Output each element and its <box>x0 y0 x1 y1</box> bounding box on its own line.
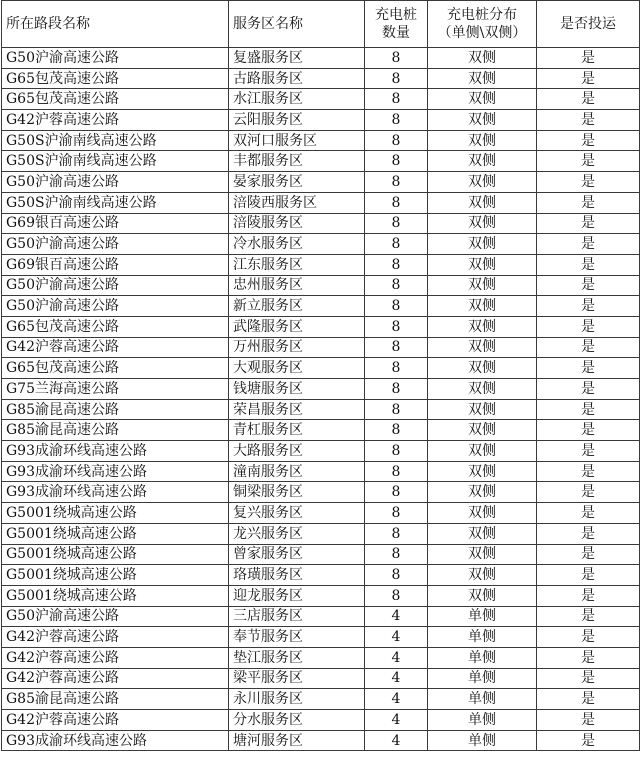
table-row <box>2 647 640 668</box>
header-charger-distribution <box>428 1 537 48</box>
route-name-cell: G42沪蓉高速公路 <box>2 710 229 731</box>
service-area-cell: 荣昌服务区 <box>229 399 365 420</box>
header-service-area-name: 服务区名称 <box>229 1 365 48</box>
table-row <box>2 234 640 255</box>
service-area-cell: 双河口服务区 <box>229 130 365 151</box>
distribution-cell: 双侧 <box>428 482 537 503</box>
header-charger-distribution-line1: 充电桩分布 <box>447 7 517 23</box>
route-name-cell: G42沪蓉高速公路 <box>2 337 229 358</box>
distribution-cell: 双侧 <box>428 110 537 131</box>
route-name-cell: G93成渝环线高速公路 <box>2 730 229 751</box>
in-operation-cell: 是 <box>537 689 640 710</box>
distribution-cell: 双侧 <box>428 461 537 482</box>
table-row <box>2 441 640 462</box>
in-operation-cell: 是 <box>537 48 640 69</box>
table-row <box>2 565 640 586</box>
route-name-cell: G85渝昆高速公路 <box>2 689 229 710</box>
charger-count-cell: 4 <box>365 689 428 710</box>
in-operation-cell: 是 <box>537 358 640 379</box>
distribution-cell: 双侧 <box>428 379 537 400</box>
charger-count-cell: 8 <box>365 275 428 296</box>
distribution-cell: 双侧 <box>428 544 537 565</box>
in-operation-cell: 是 <box>537 68 640 89</box>
charger-count-cell: 8 <box>365 89 428 110</box>
route-name-cell: G93成渝环线高速公路 <box>2 482 229 503</box>
charger-count-cell: 8 <box>365 585 428 606</box>
distribution-cell: 双侧 <box>428 420 537 441</box>
in-operation-cell: 是 <box>537 461 640 482</box>
charger-count-cell: 8 <box>365 48 428 69</box>
in-operation-cell: 是 <box>537 482 640 503</box>
charger-count-cell: 8 <box>365 482 428 503</box>
service-area-cell: 复兴服务区 <box>229 503 365 524</box>
service-area-cell: 珞璜服务区 <box>229 565 365 586</box>
service-area-cell: 冷水服务区 <box>229 234 365 255</box>
table-row <box>2 68 640 89</box>
in-operation-cell: 是 <box>537 379 640 400</box>
service-area-cell: 复盛服务区 <box>229 48 365 69</box>
table-row <box>2 110 640 131</box>
charger-count-cell: 8 <box>365 544 428 565</box>
table-row <box>2 461 640 482</box>
in-operation-cell: 是 <box>537 254 640 275</box>
distribution-cell: 双侧 <box>428 337 537 358</box>
service-area-cell: 梁平服务区 <box>229 668 365 689</box>
distribution-cell: 双侧 <box>428 130 537 151</box>
service-area-cell: 青杠服务区 <box>229 420 365 441</box>
route-name-cell: G50S沪渝南线高速公路 <box>2 192 229 213</box>
distribution-cell: 双侧 <box>428 234 537 255</box>
charger-count-cell: 8 <box>365 503 428 524</box>
table-row <box>2 710 640 731</box>
service-area-cell: 涪陵服务区 <box>229 213 365 234</box>
table-row <box>2 668 640 689</box>
route-name-cell: G50沪渝高速公路 <box>2 172 229 193</box>
service-area-cell: 塘河服务区 <box>229 730 365 751</box>
charger-count-cell: 8 <box>365 68 428 89</box>
in-operation-cell: 是 <box>537 647 640 668</box>
distribution-cell: 单侧 <box>428 647 537 668</box>
header-charger-distribution-line2: （单侧\双侧） <box>437 25 527 41</box>
route-name-cell: G65包茂高速公路 <box>2 316 229 337</box>
distribution-cell: 双侧 <box>428 358 537 379</box>
charger-count-cell: 8 <box>365 565 428 586</box>
distribution-cell: 双侧 <box>428 316 537 337</box>
route-name-cell: G5001绕城高速公路 <box>2 585 229 606</box>
table-row <box>2 503 640 524</box>
charger-count-cell: 8 <box>365 461 428 482</box>
table-row <box>2 482 640 503</box>
service-area-cell: 永川服务区 <box>229 689 365 710</box>
charger-count-cell: 8 <box>365 213 428 234</box>
service-area-cell: 万州服务区 <box>229 337 365 358</box>
table-row <box>2 420 640 441</box>
charger-count-cell: 8 <box>365 379 428 400</box>
header-route-name: 所在路段名称 <box>2 1 229 48</box>
table-row <box>2 89 640 110</box>
route-name-cell: G50S沪渝南线高速公路 <box>2 151 229 172</box>
table-row <box>2 192 640 213</box>
charger-count-cell: 8 <box>365 151 428 172</box>
distribution-cell: 双侧 <box>428 48 537 69</box>
distribution-cell: 双侧 <box>428 89 537 110</box>
in-operation-cell: 是 <box>537 337 640 358</box>
in-operation-cell: 是 <box>537 110 640 131</box>
charger-count-cell: 8 <box>365 523 428 544</box>
table-header <box>2 1 640 48</box>
service-area-cell: 迎龙服务区 <box>229 585 365 606</box>
distribution-cell: 双侧 <box>428 275 537 296</box>
route-name-cell: G5001绕城高速公路 <box>2 523 229 544</box>
in-operation-cell: 是 <box>537 213 640 234</box>
distribution-cell: 双侧 <box>428 399 537 420</box>
service-area-cell: 奉节服务区 <box>229 627 365 648</box>
service-area-cell: 云阳服务区 <box>229 110 365 131</box>
distribution-cell: 单侧 <box>428 689 537 710</box>
distribution-cell: 双侧 <box>428 585 537 606</box>
charger-count-cell: 4 <box>365 647 428 668</box>
table-row <box>2 296 640 317</box>
service-area-cell: 忠州服务区 <box>229 275 365 296</box>
table-row <box>2 316 640 337</box>
table-row <box>2 379 640 400</box>
table-row <box>2 544 640 565</box>
route-name-cell: G50沪渝高速公路 <box>2 296 229 317</box>
charger-count-cell: 4 <box>365 606 428 627</box>
distribution-cell: 双侧 <box>428 565 537 586</box>
route-name-cell: G50S沪渝南线高速公路 <box>2 130 229 151</box>
route-name-cell: G42沪蓉高速公路 <box>2 627 229 648</box>
in-operation-cell: 是 <box>537 420 640 441</box>
in-operation-cell: 是 <box>537 710 640 731</box>
service-area-cell: 三店服务区 <box>229 606 365 627</box>
service-area-cell: 新立服务区 <box>229 296 365 317</box>
charger-count-cell: 8 <box>365 420 428 441</box>
in-operation-cell: 是 <box>537 296 640 317</box>
distribution-cell: 单侧 <box>428 710 537 731</box>
distribution-cell: 双侧 <box>428 172 537 193</box>
service-area-cell: 丰都服务区 <box>229 151 365 172</box>
in-operation-cell: 是 <box>537 151 640 172</box>
table-body <box>2 48 640 751</box>
in-operation-cell: 是 <box>537 730 640 751</box>
table-row <box>2 627 640 648</box>
table-row <box>2 213 640 234</box>
distribution-cell: 双侧 <box>428 503 537 524</box>
service-area-cell: 武隆服务区 <box>229 316 365 337</box>
distribution-cell: 双侧 <box>428 296 537 317</box>
distribution-cell: 双侧 <box>428 254 537 275</box>
service-area-cell: 大路服务区 <box>229 441 365 462</box>
charger-count-cell: 4 <box>365 730 428 751</box>
distribution-cell: 双侧 <box>428 441 537 462</box>
table-row <box>2 151 640 172</box>
in-operation-cell: 是 <box>537 627 640 648</box>
table-row <box>2 254 640 275</box>
route-name-cell: G65包茂高速公路 <box>2 68 229 89</box>
charger-count-cell: 8 <box>365 130 428 151</box>
in-operation-cell: 是 <box>537 316 640 337</box>
in-operation-cell: 是 <box>537 544 640 565</box>
route-name-cell: G50沪渝高速公路 <box>2 275 229 296</box>
charger-count-cell: 8 <box>365 441 428 462</box>
route-name-cell: G5001绕城高速公路 <box>2 565 229 586</box>
in-operation-cell: 是 <box>537 192 640 213</box>
in-operation-cell: 是 <box>537 565 640 586</box>
charger-count-cell: 8 <box>365 254 428 275</box>
charger-count-cell: 8 <box>365 110 428 131</box>
table-row <box>2 275 640 296</box>
charger-count-cell: 8 <box>365 296 428 317</box>
table-row <box>2 689 640 710</box>
in-operation-cell: 是 <box>537 234 640 255</box>
charger-count-cell: 8 <box>365 172 428 193</box>
charger-count-cell: 8 <box>365 234 428 255</box>
service-area-cell: 龙兴服务区 <box>229 523 365 544</box>
route-name-cell: G65包茂高速公路 <box>2 89 229 110</box>
charger-count-cell: 4 <box>365 710 428 731</box>
route-name-cell: G69银百高速公路 <box>2 213 229 234</box>
table-row <box>2 172 640 193</box>
header-charger-count <box>365 1 428 48</box>
service-area-cell: 晏家服务区 <box>229 172 365 193</box>
in-operation-cell: 是 <box>537 523 640 544</box>
service-area-cell: 古路服务区 <box>229 68 365 89</box>
table-row <box>2 358 640 379</box>
route-name-cell: G42沪蓉高速公路 <box>2 647 229 668</box>
charger-count-cell: 4 <box>365 627 428 648</box>
distribution-cell: 单侧 <box>428 627 537 648</box>
service-area-cell: 水江服务区 <box>229 89 365 110</box>
service-area-cell: 涪陵西服务区 <box>229 192 365 213</box>
in-operation-cell: 是 <box>537 668 640 689</box>
route-name-cell: G69银百高速公路 <box>2 254 229 275</box>
distribution-cell: 单侧 <box>428 606 537 627</box>
service-area-cell: 江东服务区 <box>229 254 365 275</box>
header-in-operation: 是否投运 <box>537 1 640 48</box>
table-row <box>2 606 640 627</box>
table-row <box>2 399 640 420</box>
distribution-cell: 双侧 <box>428 523 537 544</box>
route-name-cell: G85渝昆高速公路 <box>2 420 229 441</box>
table-row <box>2 337 640 358</box>
in-operation-cell: 是 <box>537 503 640 524</box>
service-area-cell: 大观服务区 <box>229 358 365 379</box>
route-name-cell: G85渝昆高速公路 <box>2 399 229 420</box>
charging-station-table <box>1 0 640 751</box>
service-area-cell: 钱塘服务区 <box>229 379 365 400</box>
header-row <box>2 1 640 48</box>
distribution-cell: 单侧 <box>428 668 537 689</box>
table-row <box>2 523 640 544</box>
in-operation-cell: 是 <box>537 585 640 606</box>
distribution-cell: 双侧 <box>428 192 537 213</box>
route-name-cell: G75兰海高速公路 <box>2 379 229 400</box>
in-operation-cell: 是 <box>537 130 640 151</box>
charger-count-cell: 8 <box>365 399 428 420</box>
in-operation-cell: 是 <box>537 89 640 110</box>
header-charger-count-line1: 充电桩 <box>375 7 417 23</box>
table-row <box>2 48 640 69</box>
service-area-cell: 垫江服务区 <box>229 647 365 668</box>
service-area-cell: 曾家服务区 <box>229 544 365 565</box>
in-operation-cell: 是 <box>537 275 640 296</box>
in-operation-cell: 是 <box>537 172 640 193</box>
charger-count-cell: 8 <box>365 358 428 379</box>
charger-count-cell: 8 <box>365 337 428 358</box>
route-name-cell: G50沪渝高速公路 <box>2 606 229 627</box>
table-row <box>2 130 640 151</box>
route-name-cell: G65包茂高速公路 <box>2 358 229 379</box>
in-operation-cell: 是 <box>537 606 640 627</box>
route-name-cell: G50沪渝高速公路 <box>2 48 229 69</box>
distribution-cell: 双侧 <box>428 151 537 172</box>
route-name-cell: G42沪蓉高速公路 <box>2 110 229 131</box>
charger-count-cell: 8 <box>365 192 428 213</box>
route-name-cell: G42沪蓉高速公路 <box>2 668 229 689</box>
route-name-cell: G93成渝环线高速公路 <box>2 461 229 482</box>
in-operation-cell: 是 <box>537 399 640 420</box>
route-name-cell: G5001绕城高速公路 <box>2 544 229 565</box>
distribution-cell: 双侧 <box>428 213 537 234</box>
service-area-cell: 潼南服务区 <box>229 461 365 482</box>
charger-count-cell: 4 <box>365 668 428 689</box>
table-row <box>2 730 640 751</box>
header-charger-count-line2: 数量 <box>382 25 410 41</box>
route-name-cell: G50沪渝高速公路 <box>2 234 229 255</box>
service-area-cell: 分水服务区 <box>229 710 365 731</box>
service-area-cell: 铜梁服务区 <box>229 482 365 503</box>
route-name-cell: G93成渝环线高速公路 <box>2 441 229 462</box>
table-row <box>2 585 640 606</box>
distribution-cell: 双侧 <box>428 68 537 89</box>
route-name-cell: G5001绕城高速公路 <box>2 503 229 524</box>
distribution-cell: 单侧 <box>428 730 537 751</box>
charger-count-cell: 8 <box>365 316 428 337</box>
in-operation-cell: 是 <box>537 441 640 462</box>
